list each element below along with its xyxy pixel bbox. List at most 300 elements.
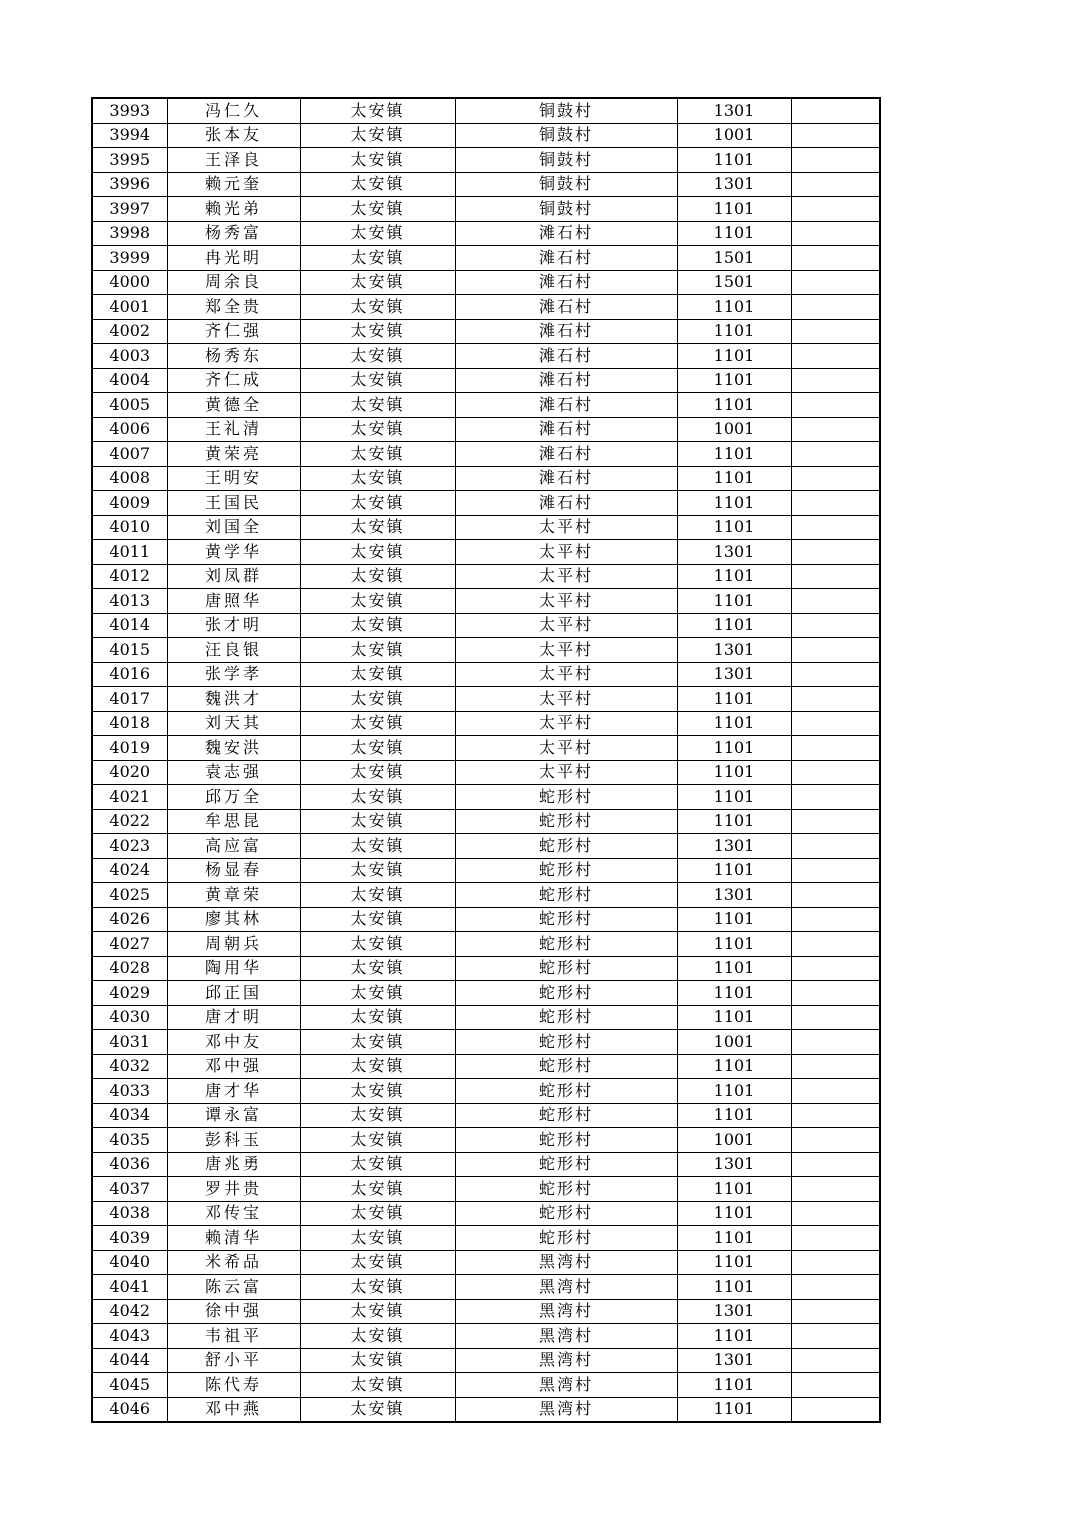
village-cell: 黑湾村 — [455, 1373, 677, 1398]
note-cell — [791, 834, 880, 859]
person-name-cell: 牟思昆 — [167, 809, 300, 834]
amount-cell: 1101 — [677, 1201, 791, 1226]
person-name-cell: 刘凤群 — [167, 564, 300, 589]
serial-number-cell: 4026 — [92, 907, 167, 932]
town-cell: 太安镇 — [300, 417, 455, 442]
town-cell: 太安镇 — [300, 1373, 455, 1398]
town-cell: 太安镇 — [300, 1299, 455, 1324]
amount-cell: 1301 — [677, 1299, 791, 1324]
person-name-cell: 王明安 — [167, 466, 300, 491]
serial-number-cell: 4014 — [92, 613, 167, 638]
table-row — [92, 1128, 880, 1153]
table-row — [92, 1275, 880, 1300]
amount-cell: 1101 — [677, 148, 791, 173]
person-name-cell: 王泽良 — [167, 148, 300, 173]
note-cell — [791, 736, 880, 761]
village-cell: 蛇形村 — [455, 1103, 677, 1128]
amount-cell: 1301 — [677, 1348, 791, 1373]
town-cell: 太安镇 — [300, 932, 455, 957]
table-row — [92, 564, 880, 589]
serial-number-cell: 4035 — [92, 1128, 167, 1153]
amount-cell: 1101 — [677, 687, 791, 712]
serial-number-cell: 4039 — [92, 1226, 167, 1251]
person-name-cell: 魏洪才 — [167, 687, 300, 712]
serial-number-cell: 4038 — [92, 1201, 167, 1226]
table-row — [92, 515, 880, 540]
village-cell: 蛇形村 — [455, 1177, 677, 1202]
note-cell — [791, 1054, 880, 1079]
serial-number-cell: 4031 — [92, 1030, 167, 1055]
person-name-cell: 徐中强 — [167, 1299, 300, 1324]
note-cell — [791, 1373, 880, 1398]
village-cell: 黑湾村 — [455, 1275, 677, 1300]
town-cell: 太安镇 — [300, 393, 455, 418]
town-cell: 太安镇 — [300, 515, 455, 540]
town-cell: 太安镇 — [300, 907, 455, 932]
amount-cell: 1101 — [677, 442, 791, 467]
amount-cell: 1301 — [677, 540, 791, 565]
person-name-cell: 袁志强 — [167, 760, 300, 785]
serial-number-cell: 4004 — [92, 368, 167, 393]
town-cell: 太安镇 — [300, 197, 455, 222]
person-name-cell: 赖元奎 — [167, 172, 300, 197]
table-row — [92, 1226, 880, 1251]
village-cell: 太平村 — [455, 736, 677, 761]
person-name-cell: 邓中友 — [167, 1030, 300, 1055]
serial-number-cell: 4033 — [92, 1079, 167, 1104]
amount-cell: 1101 — [677, 221, 791, 246]
serial-number-cell: 3999 — [92, 246, 167, 271]
serial-number-cell: 4013 — [92, 589, 167, 614]
table-row — [92, 148, 880, 173]
town-cell: 太安镇 — [300, 246, 455, 271]
note-cell — [791, 1005, 880, 1030]
amount-cell: 1101 — [677, 319, 791, 344]
village-cell: 铜鼓村 — [455, 197, 677, 222]
town-cell: 太安镇 — [300, 221, 455, 246]
town-cell: 太安镇 — [300, 270, 455, 295]
town-cell: 太安镇 — [300, 1324, 455, 1349]
note-cell — [791, 442, 880, 467]
serial-number-cell: 4006 — [92, 417, 167, 442]
person-name-cell: 谭永富 — [167, 1103, 300, 1128]
town-cell: 太安镇 — [300, 613, 455, 638]
table-row — [92, 540, 880, 565]
village-cell: 滩石村 — [455, 393, 677, 418]
note-cell — [791, 1079, 880, 1104]
note-cell — [791, 1152, 880, 1177]
note-cell — [791, 491, 880, 516]
table-row — [92, 417, 880, 442]
person-name-cell: 汪良银 — [167, 638, 300, 663]
table-row — [92, 1373, 880, 1398]
village-cell: 蛇形村 — [455, 981, 677, 1006]
note-cell — [791, 123, 880, 148]
serial-number-cell: 4008 — [92, 466, 167, 491]
town-cell: 太安镇 — [300, 736, 455, 761]
serial-number-cell: 4028 — [92, 956, 167, 981]
amount-cell: 1101 — [677, 466, 791, 491]
table-row — [92, 589, 880, 614]
amount-cell: 1301 — [677, 834, 791, 859]
town-cell: 太安镇 — [300, 540, 455, 565]
serial-number-cell: 4034 — [92, 1103, 167, 1128]
person-name-cell: 杨显春 — [167, 858, 300, 883]
town-cell: 太安镇 — [300, 491, 455, 516]
person-name-cell: 杨秀东 — [167, 344, 300, 369]
note-cell — [791, 1177, 880, 1202]
serial-number-cell: 4044 — [92, 1348, 167, 1373]
note-cell — [791, 172, 880, 197]
person-name-cell: 张学孝 — [167, 662, 300, 687]
village-cell: 滩石村 — [455, 491, 677, 516]
amount-cell: 1301 — [677, 98, 791, 123]
serial-number-cell: 4032 — [92, 1054, 167, 1079]
note-cell — [791, 687, 880, 712]
note-cell — [791, 589, 880, 614]
table-row — [92, 246, 880, 271]
table-row — [92, 344, 880, 369]
serial-number-cell: 4037 — [92, 1177, 167, 1202]
table-row — [92, 1250, 880, 1275]
amount-cell: 1001 — [677, 1128, 791, 1153]
village-cell: 蛇形村 — [455, 785, 677, 810]
person-name-cell: 齐仁成 — [167, 368, 300, 393]
note-cell — [791, 858, 880, 883]
person-name-cell: 米希品 — [167, 1250, 300, 1275]
person-name-cell: 王礼清 — [167, 417, 300, 442]
town-cell: 太安镇 — [300, 123, 455, 148]
person-name-cell: 魏安洪 — [167, 736, 300, 761]
table-row — [92, 760, 880, 785]
serial-number-cell: 4022 — [92, 809, 167, 834]
village-cell: 黑湾村 — [455, 1299, 677, 1324]
person-name-cell: 邓中强 — [167, 1054, 300, 1079]
amount-cell: 1101 — [677, 564, 791, 589]
village-cell: 黑湾村 — [455, 1348, 677, 1373]
town-cell: 太安镇 — [300, 589, 455, 614]
town-cell: 太安镇 — [300, 319, 455, 344]
table-row — [92, 1348, 880, 1373]
person-name-cell: 唐照华 — [167, 589, 300, 614]
amount-cell: 1501 — [677, 246, 791, 271]
table-row — [92, 638, 880, 663]
table-row — [92, 172, 880, 197]
village-cell: 太平村 — [455, 662, 677, 687]
amount-cell: 1101 — [677, 1054, 791, 1079]
village-cell: 滩石村 — [455, 221, 677, 246]
table-row — [92, 883, 880, 908]
person-name-cell: 舒小平 — [167, 1348, 300, 1373]
person-name-cell: 邱正国 — [167, 981, 300, 1006]
village-cell: 蛇形村 — [455, 834, 677, 859]
amount-cell: 1101 — [677, 613, 791, 638]
note-cell — [791, 393, 880, 418]
serial-number-cell: 4011 — [92, 540, 167, 565]
serial-number-cell: 4040 — [92, 1250, 167, 1275]
person-name-cell: 黄学华 — [167, 540, 300, 565]
amount-cell: 1101 — [677, 589, 791, 614]
amount-cell: 1001 — [677, 417, 791, 442]
table-row — [92, 1030, 880, 1055]
serial-number-cell: 4009 — [92, 491, 167, 516]
note-cell — [791, 540, 880, 565]
amount-cell: 1101 — [677, 1324, 791, 1349]
serial-number-cell: 4007 — [92, 442, 167, 467]
serial-number-cell: 4015 — [92, 638, 167, 663]
serial-number-cell: 4000 — [92, 270, 167, 295]
serial-number-cell: 3996 — [92, 172, 167, 197]
village-cell: 蛇形村 — [455, 1030, 677, 1055]
town-cell: 太安镇 — [300, 344, 455, 369]
town-cell: 太安镇 — [300, 1275, 455, 1300]
amount-cell: 1101 — [677, 956, 791, 981]
town-cell: 太安镇 — [300, 1152, 455, 1177]
town-cell: 太安镇 — [300, 883, 455, 908]
serial-number-cell: 3993 — [92, 98, 167, 123]
person-name-cell: 黄荣亮 — [167, 442, 300, 467]
village-cell: 铜鼓村 — [455, 123, 677, 148]
person-name-cell: 王国民 — [167, 491, 300, 516]
town-cell: 太安镇 — [300, 809, 455, 834]
serial-number-cell: 3995 — [92, 148, 167, 173]
village-cell: 蛇形村 — [455, 932, 677, 957]
town-cell: 太安镇 — [300, 295, 455, 320]
note-cell — [791, 295, 880, 320]
person-name-cell: 彭科玉 — [167, 1128, 300, 1153]
person-name-cell: 邓传宝 — [167, 1201, 300, 1226]
amount-cell: 1101 — [677, 1079, 791, 1104]
person-name-cell: 赖光弟 — [167, 197, 300, 222]
amount-cell: 1101 — [677, 1373, 791, 1398]
town-cell: 太安镇 — [300, 1079, 455, 1104]
town-cell: 太安镇 — [300, 148, 455, 173]
person-name-cell: 黄章荣 — [167, 883, 300, 908]
amount-cell: 1101 — [677, 858, 791, 883]
serial-number-cell: 4002 — [92, 319, 167, 344]
village-cell: 太平村 — [455, 638, 677, 663]
town-cell: 太安镇 — [300, 760, 455, 785]
person-name-cell: 杨秀富 — [167, 221, 300, 246]
table-row — [92, 491, 880, 516]
note-cell — [791, 956, 880, 981]
note-cell — [791, 1128, 880, 1153]
person-name-cell: 韦祖平 — [167, 1324, 300, 1349]
note-cell — [791, 1397, 880, 1422]
person-name-cell: 周余良 — [167, 270, 300, 295]
table-row — [92, 1177, 880, 1202]
table-row — [92, 221, 880, 246]
table-row — [92, 858, 880, 883]
town-cell: 太安镇 — [300, 1054, 455, 1079]
town-cell: 太安镇 — [300, 687, 455, 712]
table-row — [92, 123, 880, 148]
table-row — [92, 613, 880, 638]
village-cell: 黑湾村 — [455, 1397, 677, 1422]
note-cell — [791, 466, 880, 491]
person-name-cell: 罗井贵 — [167, 1177, 300, 1202]
amount-cell: 1301 — [677, 1152, 791, 1177]
town-cell: 太安镇 — [300, 858, 455, 883]
amount-cell: 1001 — [677, 1030, 791, 1055]
amount-cell: 1301 — [677, 662, 791, 687]
note-cell — [791, 344, 880, 369]
person-name-cell: 张才明 — [167, 613, 300, 638]
village-cell: 太平村 — [455, 564, 677, 589]
serial-number-cell: 4019 — [92, 736, 167, 761]
town-cell: 太安镇 — [300, 172, 455, 197]
town-cell: 太安镇 — [300, 442, 455, 467]
note-cell — [791, 638, 880, 663]
serial-number-cell: 4041 — [92, 1275, 167, 1300]
table-row — [92, 1152, 880, 1177]
town-cell: 太安镇 — [300, 1030, 455, 1055]
amount-cell: 1101 — [677, 344, 791, 369]
note-cell — [791, 1299, 880, 1324]
village-cell: 蛇形村 — [455, 907, 677, 932]
village-cell: 蛇形村 — [455, 1079, 677, 1104]
village-cell: 蛇形村 — [455, 1128, 677, 1153]
table-row — [92, 932, 880, 957]
amount-cell: 1101 — [677, 1177, 791, 1202]
village-cell: 蛇形村 — [455, 858, 677, 883]
village-cell: 滩石村 — [455, 295, 677, 320]
note-cell — [791, 1030, 880, 1055]
table-row — [92, 809, 880, 834]
amount-cell: 1101 — [677, 932, 791, 957]
amount-cell: 1101 — [677, 736, 791, 761]
village-cell: 蛇形村 — [455, 956, 677, 981]
amount-cell: 1101 — [677, 368, 791, 393]
note-cell — [791, 981, 880, 1006]
person-name-cell: 冯仁久 — [167, 98, 300, 123]
note-cell — [791, 932, 880, 957]
amount-cell: 1101 — [677, 981, 791, 1006]
person-name-cell: 唐才明 — [167, 1005, 300, 1030]
person-name-cell: 唐才华 — [167, 1079, 300, 1104]
town-cell: 太安镇 — [300, 834, 455, 859]
village-cell: 铜鼓村 — [455, 98, 677, 123]
person-name-cell: 冉光明 — [167, 246, 300, 271]
village-cell: 滩石村 — [455, 466, 677, 491]
table-row — [92, 295, 880, 320]
table-row — [92, 442, 880, 467]
serial-number-cell: 4005 — [92, 393, 167, 418]
village-cell: 黑湾村 — [455, 1250, 677, 1275]
note-cell — [791, 564, 880, 589]
note-cell — [791, 515, 880, 540]
amount-cell: 1101 — [677, 295, 791, 320]
person-name-cell: 周朝兵 — [167, 932, 300, 957]
note-cell — [791, 98, 880, 123]
amount-cell: 1101 — [677, 809, 791, 834]
amount-cell: 1101 — [677, 1250, 791, 1275]
table-row — [92, 785, 880, 810]
table-row — [92, 834, 880, 859]
person-name-cell: 廖其林 — [167, 907, 300, 932]
village-cell: 滩石村 — [455, 319, 677, 344]
note-cell — [791, 1103, 880, 1128]
person-name-cell: 陈云富 — [167, 1275, 300, 1300]
note-cell — [791, 1348, 880, 1373]
town-cell: 太安镇 — [300, 785, 455, 810]
town-cell: 太安镇 — [300, 98, 455, 123]
town-cell: 太安镇 — [300, 981, 455, 1006]
amount-cell: 1101 — [677, 1275, 791, 1300]
serial-number-cell: 4012 — [92, 564, 167, 589]
person-name-cell: 刘天其 — [167, 711, 300, 736]
village-cell: 滩石村 — [455, 442, 677, 467]
town-cell: 太安镇 — [300, 956, 455, 981]
town-cell: 太安镇 — [300, 1005, 455, 1030]
amount-cell: 1101 — [677, 1397, 791, 1422]
note-cell — [791, 613, 880, 638]
person-name-cell: 邓中燕 — [167, 1397, 300, 1422]
table-row — [92, 662, 880, 687]
serial-number-cell: 4020 — [92, 760, 167, 785]
note-cell — [791, 1201, 880, 1226]
table-row — [92, 956, 880, 981]
serial-number-cell: 4016 — [92, 662, 167, 687]
village-cell: 蛇形村 — [455, 1152, 677, 1177]
amount-cell: 1501 — [677, 270, 791, 295]
person-name-cell: 郑全贵 — [167, 295, 300, 320]
note-cell — [791, 1250, 880, 1275]
table-row — [92, 270, 880, 295]
amount-cell: 1101 — [677, 1103, 791, 1128]
village-cell: 蛇形村 — [455, 1201, 677, 1226]
table-row — [92, 981, 880, 1006]
serial-number-cell: 3994 — [92, 123, 167, 148]
town-cell: 太安镇 — [300, 711, 455, 736]
note-cell — [791, 197, 880, 222]
town-cell: 太安镇 — [300, 638, 455, 663]
village-cell: 太平村 — [455, 760, 677, 785]
note-cell — [791, 319, 880, 344]
village-cell: 蛇形村 — [455, 809, 677, 834]
serial-number-cell: 4043 — [92, 1324, 167, 1349]
amount-cell: 1101 — [677, 785, 791, 810]
village-cell: 滩石村 — [455, 417, 677, 442]
note-cell — [791, 662, 880, 687]
table-row — [92, 1103, 880, 1128]
table-row — [92, 319, 880, 344]
village-cell: 黑湾村 — [455, 1324, 677, 1349]
table-row — [92, 711, 880, 736]
amount-cell: 1101 — [677, 1005, 791, 1030]
table-row — [92, 907, 880, 932]
serial-number-cell: 4029 — [92, 981, 167, 1006]
village-cell: 铜鼓村 — [455, 148, 677, 173]
table-row — [92, 466, 880, 491]
village-cell: 蛇形村 — [455, 883, 677, 908]
table-row — [92, 736, 880, 761]
table-row — [92, 1005, 880, 1030]
note-cell — [791, 907, 880, 932]
note-cell — [791, 1324, 880, 1349]
village-cell: 蛇形村 — [455, 1226, 677, 1251]
village-cell: 滩石村 — [455, 246, 677, 271]
serial-number-cell: 4030 — [92, 1005, 167, 1030]
table-row — [92, 1079, 880, 1104]
village-cell: 蛇形村 — [455, 1054, 677, 1079]
serial-number-cell: 4046 — [92, 1397, 167, 1422]
person-name-cell: 陈代寿 — [167, 1373, 300, 1398]
town-cell: 太安镇 — [300, 662, 455, 687]
serial-number-cell: 4024 — [92, 858, 167, 883]
village-cell: 滩石村 — [455, 344, 677, 369]
village-cell: 太平村 — [455, 540, 677, 565]
